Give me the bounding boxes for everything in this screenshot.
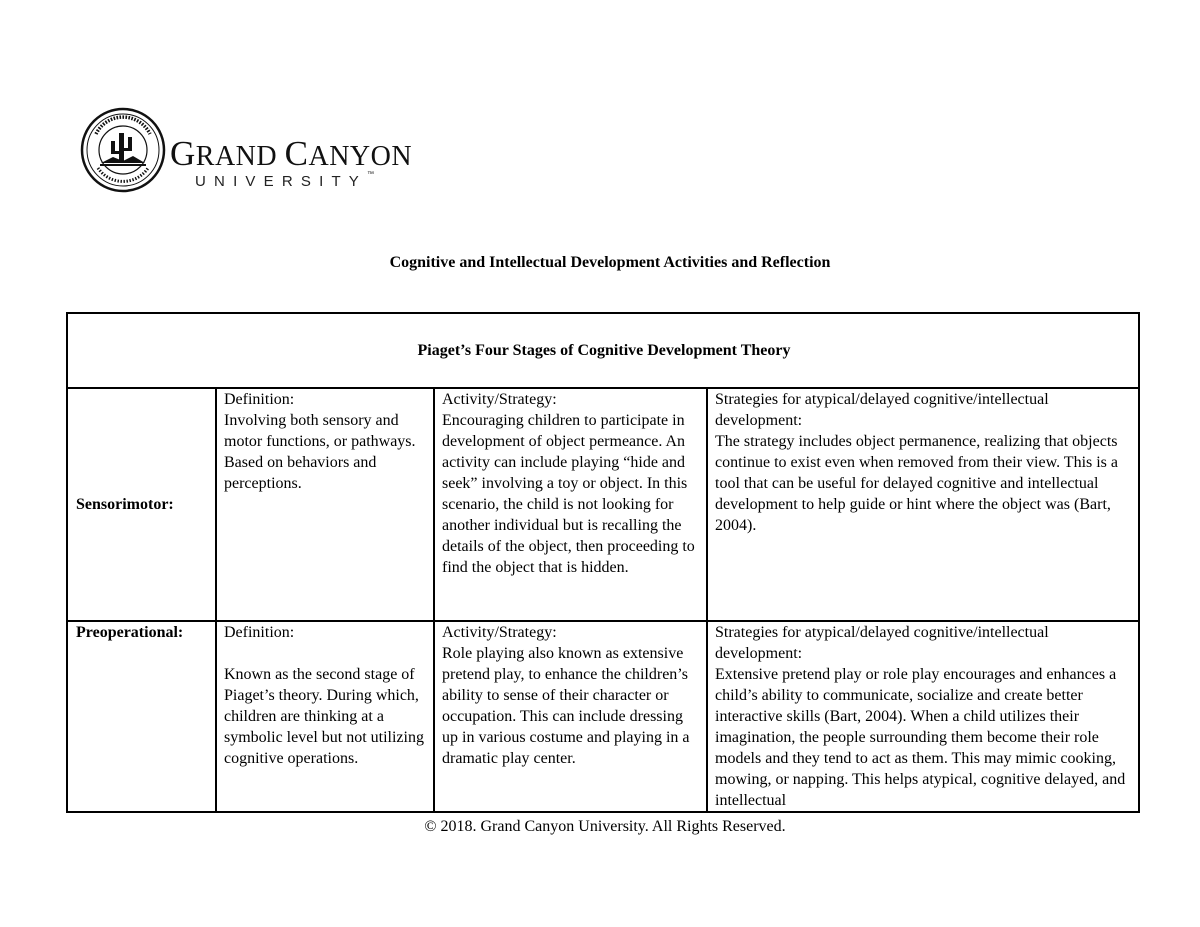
table-heading: Piaget’s Four Stages of Cognitive Development Theory: [67, 313, 1139, 388]
table-row-sensorimotor: [67, 388, 1139, 621]
stage-name-cell: Sensorimotor:: [67, 388, 216, 621]
document-title: Cognitive and Intellectual Development Activities and Reflection: [389, 254, 831, 271]
activity-cell: Activity/Strategy: Encouraging children to participate in development of object permeance. An activity can include playing “hide and seek” involving a toy or object. In this scenario, the child is not looking for another individual but is recalling the details of the object, then proceeding to find the object that is hidden.: [434, 388, 707, 621]
table-row-preoperational: [67, 621, 1139, 812]
university-seal-icon: [80, 106, 166, 194]
definition-cell: Definition: Involving both sensory and motor functions, or pathways. Based on behaviors and perceptions.: [216, 388, 434, 621]
university-subline: UNIVERSITY™: [195, 171, 375, 190]
table-header-row: [67, 313, 1139, 388]
stage-name-cell: Preoperational:: [67, 621, 216, 812]
university-wordmark: GRAND CANYON: [170, 134, 413, 173]
piaget-stages-table: [66, 312, 1140, 813]
definition-cell: Definition: Known as the second stage of Piaget’s theory. During which, children are thinking at a symbolic level but not utilizing cognitive operations.: [216, 621, 434, 812]
strategies-cell: Strategies for atypical/delayed cognitive/intellectual development: Extensive pretend play or role play encourages and enhances a child’s ability to communicate, socialize and create better interactive skills (Bart, 2004). When a child utilizes their imagination, the people surrounding them become their role models and they tend to act as them. This may mimic cooking, mowing, or napping. This helps atypical, cognitive delayed, and intellectual: [707, 621, 1139, 812]
activity-cell: Activity/Strategy: Role playing also known as extensive pretend play, to enhance the children’s ability to sense of their character or occupation. This can include dressing up in various costume and playing in a dramatic play center.: [434, 621, 707, 812]
university-logo: [74, 106, 454, 198]
copyright-footer: © 2018. Grand Canyon University. All Rights Reserved.: [424, 818, 786, 835]
strategies-cell: Strategies for atypical/delayed cognitive/intellectual development: The strategy includes object permanence, realizing that objects continue to exist even when removed from their view. This is a tool that can be useful for delayed cognitive and intellectual development to help guide or hint where the object was (Bart, 2004).: [707, 388, 1139, 621]
